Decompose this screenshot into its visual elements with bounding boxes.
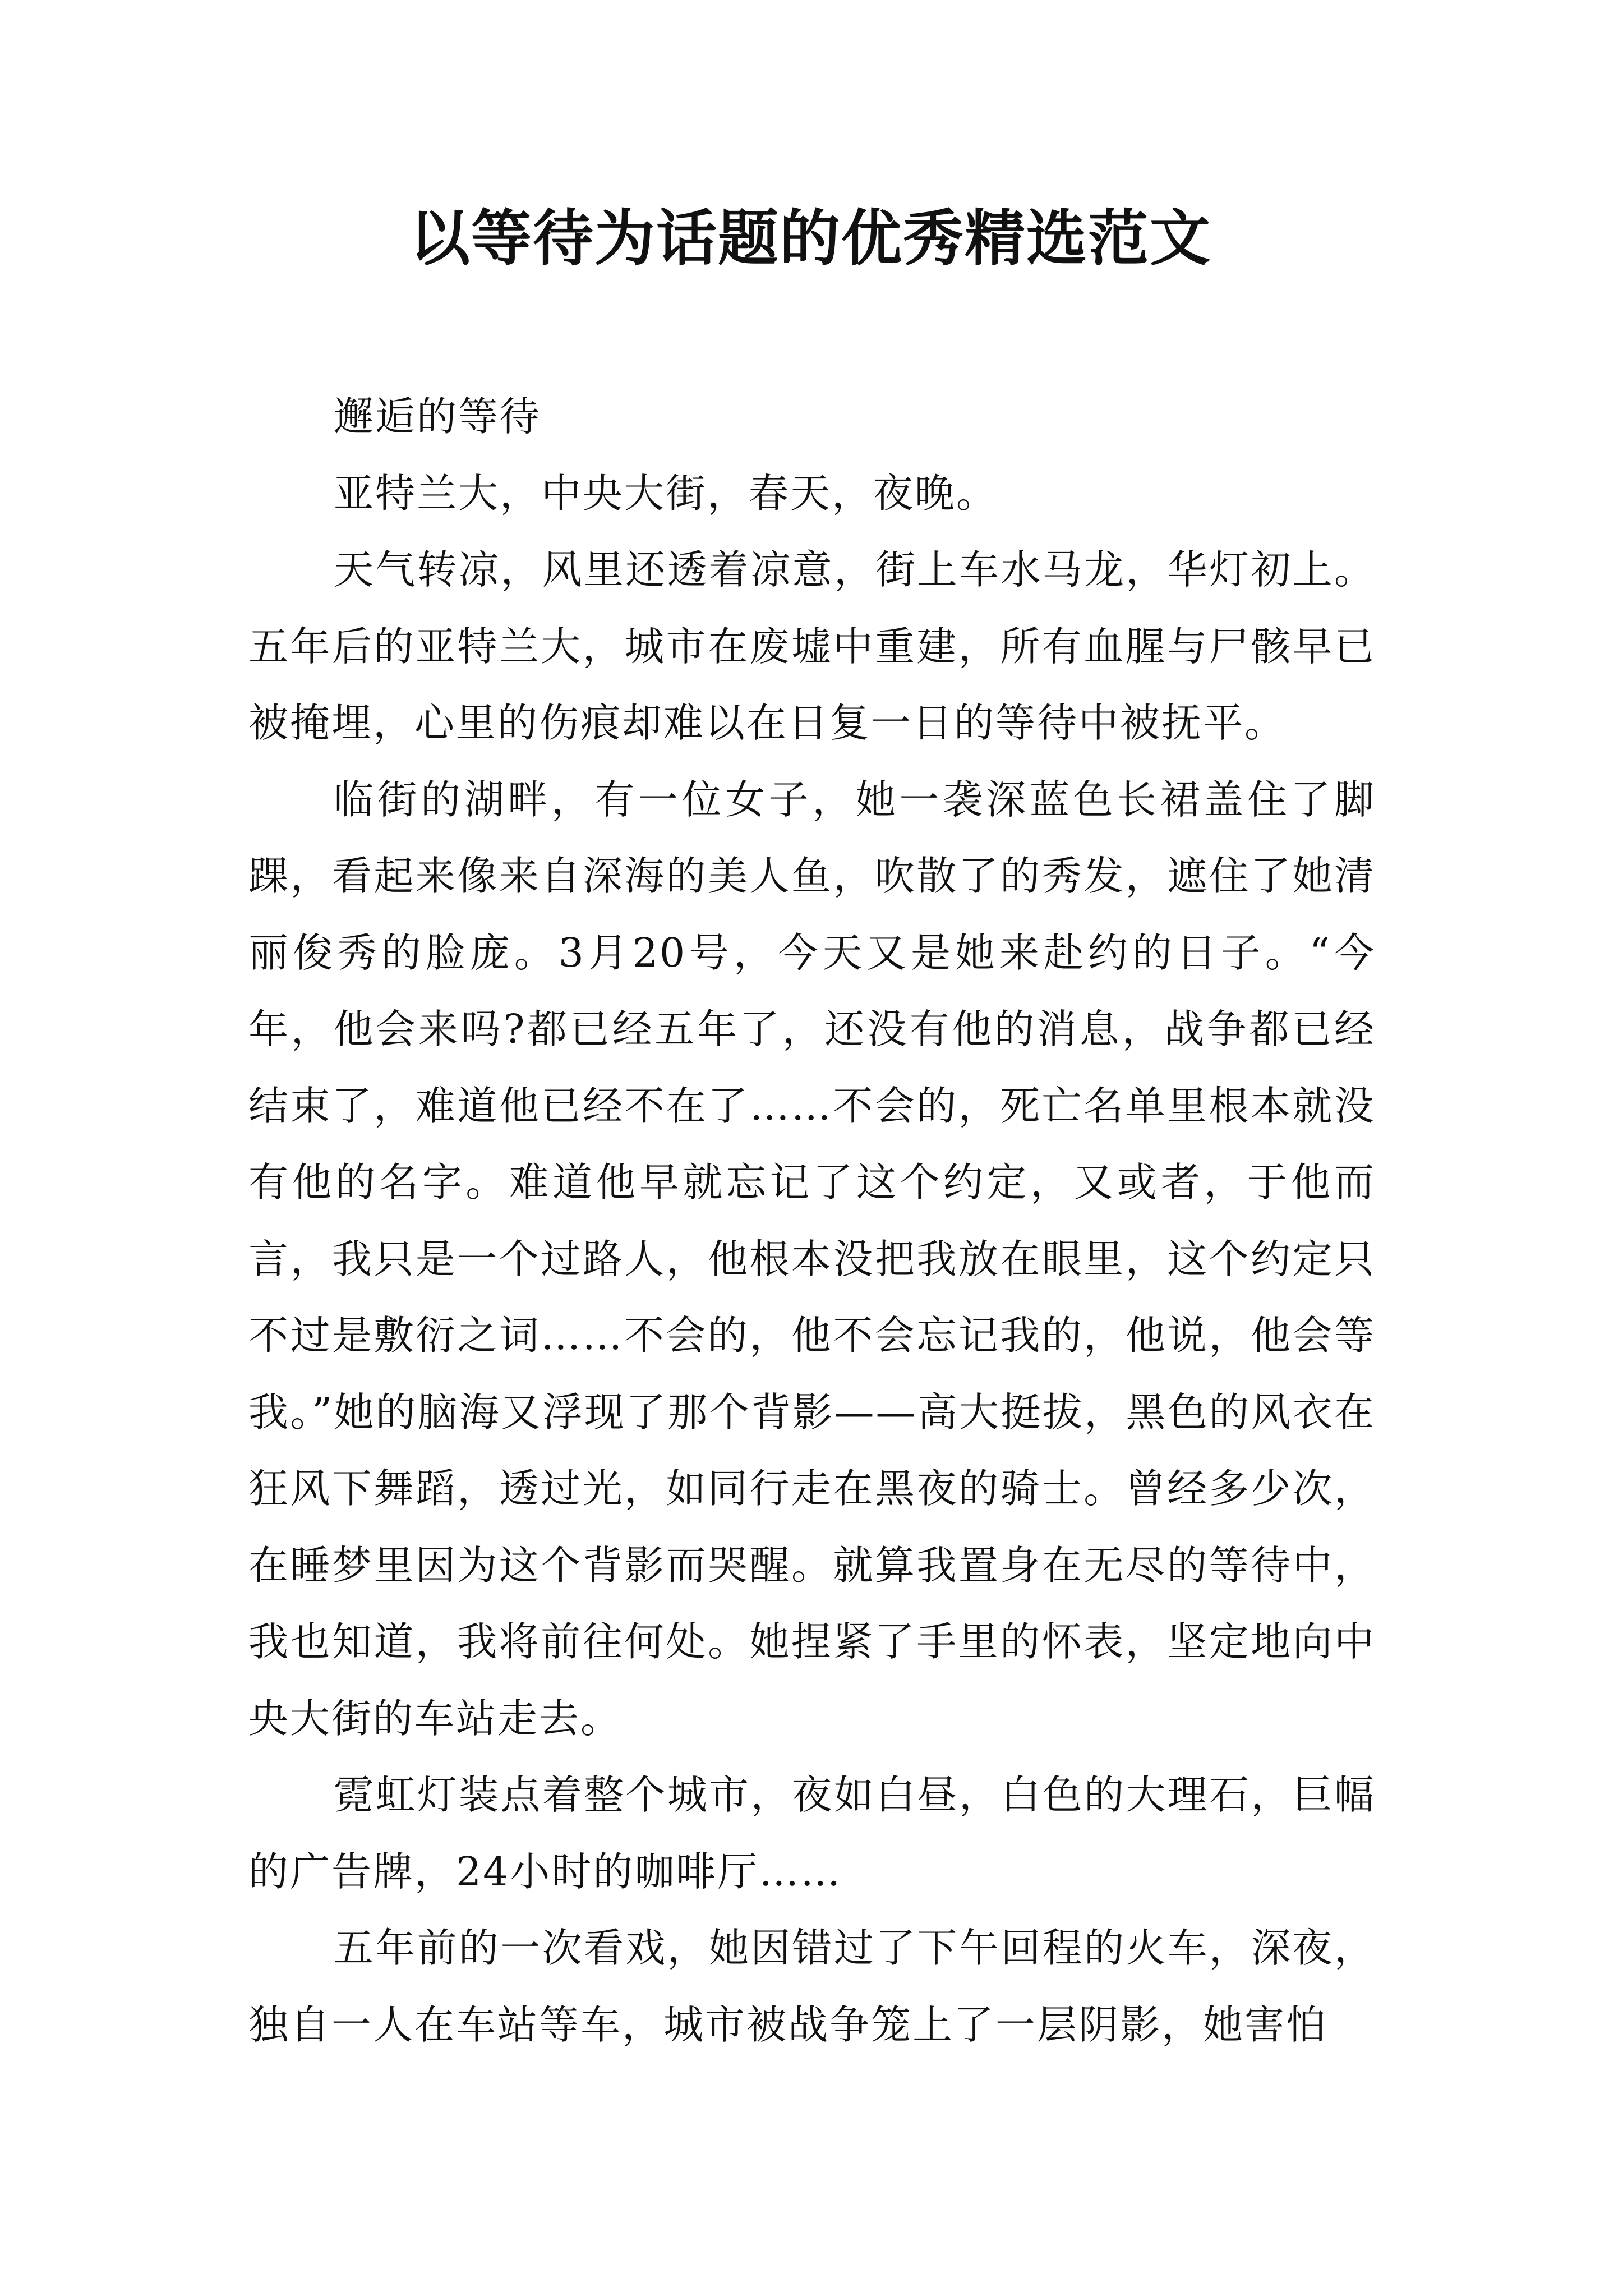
- paragraph: 五年前的一次看戏，她因错过了下午回程的火车，深夜，独自一人在车站等车，城市被战争笼上了一层阴影，她害怕: [248, 1925, 1376, 2048]
- paragraph: 临街的湖畔，有一位女子，她一袭深蓝色长裙盖住了脚踝，看起来像来自深海的美人鱼，吹散了的秀发，遮住了她清丽俊秀的脸庞。3月20号，今天又是她来赴约的日子。“今年，他会来吗?都已经五年了，还没有他的消息，战争都已经结束了，难道他已经不在了……不会的，死亡名单里根本就没有他的名字。难道他早就忘记了这个约定，又或者，于他而言，我只是一个过路人，他根本没把我放在眼里，这个约定只不过是敷衍之词……不会的，他不会忘记我的，他说，他会等我。”她的脑海又浮现了那个背影——高大挺拔，黑色的风衣在狂风下舞蹈，透过光，如同行走在黑夜的骑士。曾经多少次，在睡梦里因为这个背影而哭醒。就算我置身在无尽的等待中，我也知道，我将前往何处。她捏紧了手里的怀表，坚定地向中央大街的车站走去。: [248, 776, 1376, 1742]
- document-body: [248, 379, 1376, 2063]
- section-heading: 邂逅的等待: [334, 393, 542, 440]
- paragraph: 霓虹灯装点着整个城市，夜如白昼，白色的大理石，巨幅的广告牌，24小时的咖啡厅……: [248, 1772, 1376, 1895]
- document-title: 以等待为话题的优秀精选范文: [409, 203, 1211, 274]
- paragraph: 天气转凉，风里还透着凉意，街上车水马龙，华灯初上。五年后的亚特兰大，城市在废墟中重建，所有血腥与尸骸早已被掩埋，心里的伤痕却难以在日复一日的等待中被抚平。: [248, 546, 1376, 746]
- paragraph: 亚特兰大，中央大街，春天，夜晚。: [334, 470, 998, 517]
